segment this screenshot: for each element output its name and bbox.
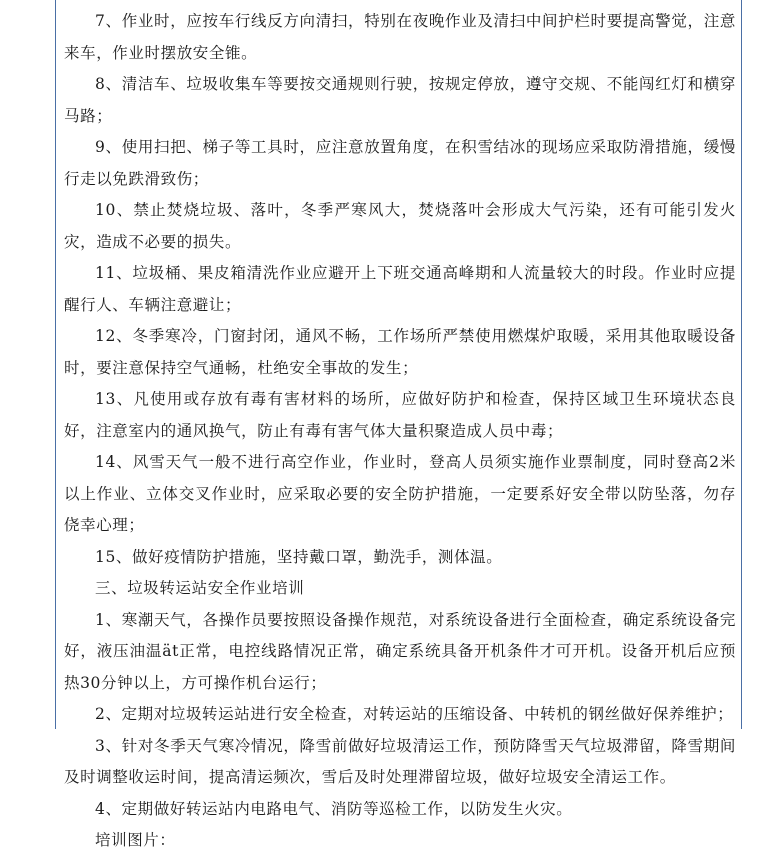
paragraph: 12、冬季寒冷，门窗封闭，通风不畅，工作场所严禁使用燃煤炉取暖，采用其他取暖设备时，要注意保持空气通畅，杜绝安全事故的发生； [64, 327, 736, 377]
paragraph: 15、做好疫情防护措施，坚持戴口罩，勤洗手，测体温。 [95, 547, 503, 566]
section-heading: 三、垃圾转运站安全作业培训 [95, 579, 305, 597]
paragraph: 8、清洁车、垃圾收集车等要按交通规则行驶，按规定停放，遵守交规、不能闯红灯和横穿马路； [64, 75, 736, 125]
paragraph: 7、作业时，应按车行线反方向清扫，特别在夜晚作业及清扫中间护栏时要提高警觉，注意来车，作业时摆放安全锥。 [64, 12, 736, 62]
paragraph: 4、定期做好转运站内电路电气、消防等巡检工作，以防发生火灾。 [95, 799, 573, 818]
paragraph: 3、针对冬季天气寒冷情况，降雪前做好垃圾清运工作，预防降雪天气垃圾滞留，降雪期间及时调整收运时间，提高清运频次，雪后及时处理滞留垃圾，做好垃圾安全清运工作。 [64, 736, 736, 786]
paragraph: 10、禁止焚烧垃圾、落叶，冬季严寒风大，焚烧落叶会形成大气污染，还有可能引发火灾，造成不必要的损失。 [64, 201, 736, 251]
paragraph: 14、风雪天气一般不进行高空作业，作业时，登高人员须实施作业票制度，同时登高2米以上作业、立体交叉作业时，应采取必要的安全防护措施，一定要系好安全带以防坠落，勿存侥幸心理； [64, 453, 736, 534]
page-border-left [55, 0, 56, 729]
paragraph: 培训图片： [95, 831, 176, 849]
paragraph: 13、凡使用或存放有毒有害材料的场所，应做好防护和检查，保持区域卫生环境状态良好，注意室内的通风换气，防止有毒有害气体大量积聚造成人员中毒； [64, 390, 736, 440]
page-border-right [741, 0, 742, 729]
paragraph: 9、使用扫把、梯子等工具时，应注意放置角度，在积雪结冰的现场应采取防滑措施，缓慢行走以免跌滑致伤； [64, 138, 736, 188]
paragraph: 1、寒潮天气，各操作员要按照设备操作规范，对系统设备进行全面检查，确定系统设备完好，液压油温ät正常，电控线路情况正常，确定系统具备开机条件才可开机。设备开机后应预热30分钟以上，方可操作机台运行； [64, 610, 736, 692]
document-body [64, 6, 736, 857]
paragraph: 2、定期对垃圾转运站进行安全检查，对转运站的压缩设备、中转机的钢丝做好保养维护； [95, 705, 734, 723]
paragraph: 11、垃圾桶、果皮箱清洗作业应避开上下班交通高峰期和人流量较大的时段。作业时应提醒行人、车辆注意避让； [64, 264, 736, 314]
